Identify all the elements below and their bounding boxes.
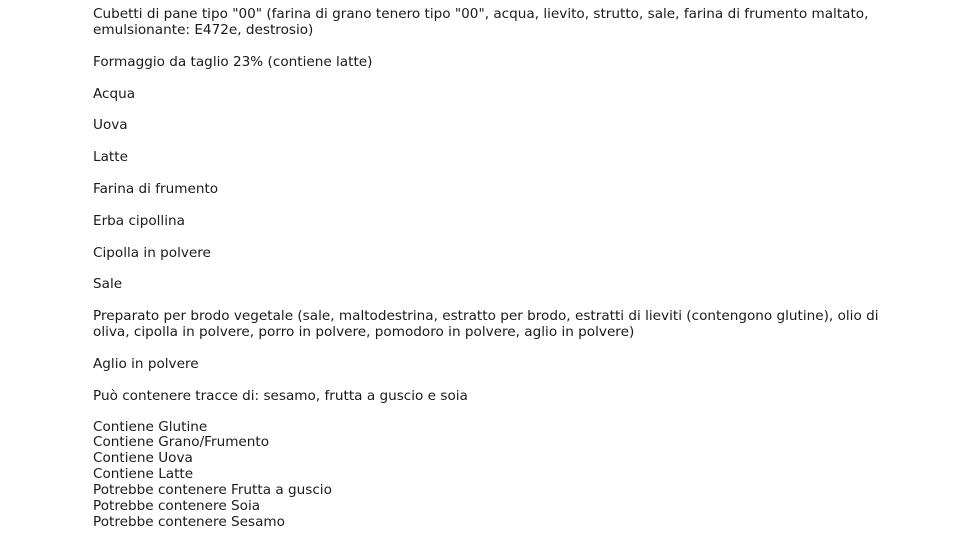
ingredient-item: Sale <box>93 276 123 293</box>
allergen-item: Contiene Glutine <box>93 418 208 435</box>
ingredient-item: Cubetti di pane tipo "00" (farina di grano tenero tipo "00", acqua, lievito, strutto, sale, farina di frumento maltato, emulsionante: E472e, destrosio) <box>93 6 869 38</box>
allergen-item: Contiene Grano/Frumento <box>93 434 270 451</box>
allergen-item: Contiene Uova <box>93 450 193 467</box>
allergen-item: Potrebbe contenere Sesamo <box>93 514 285 530</box>
ingredient-list <box>93 6 920 372</box>
ingredient-item: Preparato per brodo vegetale (sale, maltodestrina, estratto per brodo, estratti di lieviti (contengono glutine), olio di oliva, cipolla in polvere, porro in polvere, pomodoro in polvere, aglio in polvere) <box>93 308 879 341</box>
allergen-item: Potrebbe contenere Soia <box>93 498 261 515</box>
allergen-list <box>93 420 920 531</box>
ingredient-item: Formaggio da taglio 23% (contiene latte) <box>93 53 373 70</box>
traces-statement: Può contenere tracce di: sesamo, frutta a guscio e soia <box>93 387 468 404</box>
ingredient-item: Erba cipollina <box>93 212 185 229</box>
allergen-item: Potrebbe contenere Frutta a guscio <box>93 482 332 499</box>
ingredient-item: Cipolla in polvere <box>93 244 211 261</box>
ingredient-item: Farina di frumento <box>93 180 219 197</box>
allergen-item: Contiene Latte <box>93 466 194 483</box>
ingredient-item: Uova <box>93 117 128 134</box>
ingredient-item: Aglio in polvere <box>93 355 199 372</box>
ingredient-item: Latte <box>93 149 128 166</box>
ingredient-item: Acqua <box>93 85 136 102</box>
